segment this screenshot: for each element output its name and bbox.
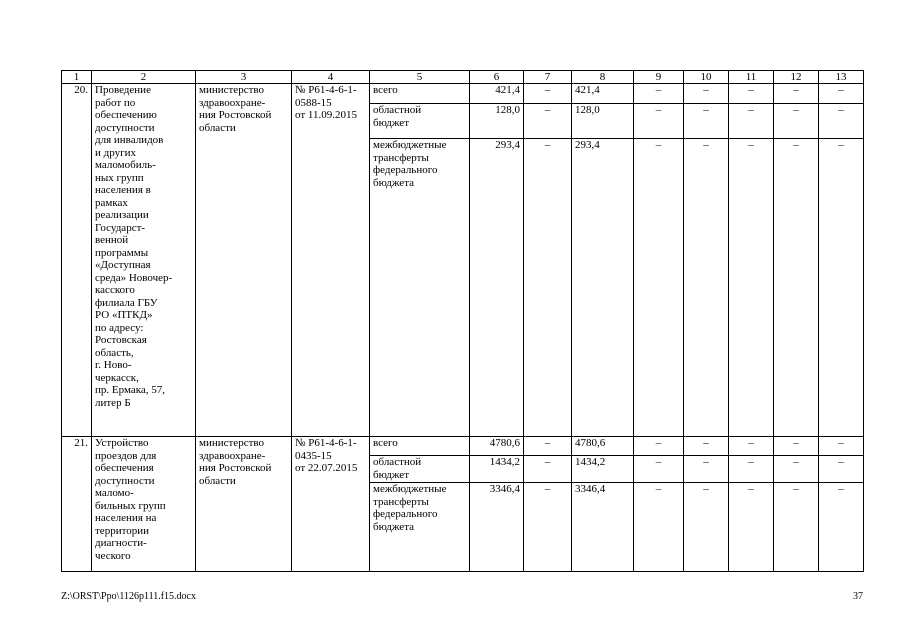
value-cell: – [819, 456, 864, 483]
value-cell: – [774, 139, 819, 437]
funding-source: межбюджетные трансферты федерального бюджета [370, 483, 470, 572]
value-cell: 421,4 [470, 84, 524, 104]
value-cell: – [819, 84, 864, 104]
row-number: 21. [62, 437, 92, 572]
value-cell: 3346,4 [470, 483, 524, 572]
value-cell: 128,0 [572, 104, 634, 139]
value-cell: – [774, 104, 819, 139]
value-cell: – [819, 104, 864, 139]
table-row [62, 437, 864, 456]
value-cell: – [684, 437, 729, 456]
value-cell: – [819, 139, 864, 437]
value-cell: – [774, 483, 819, 572]
header-row [62, 71, 864, 84]
value-cell: – [729, 139, 774, 437]
value-cell: – [684, 104, 729, 139]
file-path-footer: Z:\ORST\Ppo\1126p111.f15.docx [61, 591, 196, 602]
funding-source: областной бюджет [370, 456, 470, 483]
value-cell: – [774, 456, 819, 483]
value-cell: – [524, 139, 572, 437]
value-cell: – [729, 104, 774, 139]
value-cell: – [819, 437, 864, 456]
header-cell: 11 [729, 71, 774, 84]
header-cell: 8 [572, 71, 634, 84]
value-cell: – [729, 456, 774, 483]
value-cell: 1434,2 [470, 456, 524, 483]
value-cell: – [684, 139, 729, 437]
header-cell: 4 [292, 71, 370, 84]
header-cell: 6 [470, 71, 524, 84]
value-cell: 293,4 [572, 139, 634, 437]
value-cell: – [684, 483, 729, 572]
funding-source: областной бюджет [370, 104, 470, 139]
header-cell: 12 [774, 71, 819, 84]
value-cell: – [524, 456, 572, 483]
work-name: Проведение работ по обеспечению доступности для инвалидов и других маломобиль- ных групп населения в рамках реализации Государст- венной программы «Доступная среда» Новочер- касского филиала ГБУ РО «ПТКД» по адресу: Ростовская область, г. Ново- черкасск, пр. Ермака, 57, литер Б [92, 84, 196, 437]
value-cell: 1434,2 [572, 456, 634, 483]
value-cell: – [729, 437, 774, 456]
value-cell: – [634, 483, 684, 572]
header-cell: 9 [634, 71, 684, 84]
value-cell: – [774, 437, 819, 456]
header-cell: 7 [524, 71, 572, 84]
budget-table [61, 70, 864, 572]
funding-source: всего [370, 84, 470, 104]
ministry: министерство здравоохране- ния Ростовской области [196, 84, 292, 437]
value-cell: – [729, 483, 774, 572]
value-cell: – [524, 437, 572, 456]
row-number: 20. [62, 84, 92, 437]
header-cell: 13 [819, 71, 864, 84]
document-ref: № Р61-4-6-1- 0588-15 от 11.09.2015 [292, 84, 370, 437]
header-cell: 10 [684, 71, 729, 84]
value-cell: – [634, 104, 684, 139]
value-cell: 128,0 [470, 104, 524, 139]
value-cell: – [634, 456, 684, 483]
page-number: 37 [853, 591, 863, 602]
header-cell: 3 [196, 71, 292, 84]
value-cell: – [524, 483, 572, 572]
value-cell: 4780,6 [470, 437, 524, 456]
value-cell: – [634, 437, 684, 456]
value-cell: 293,4 [470, 139, 524, 437]
value-cell: 3346,4 [572, 483, 634, 572]
value-cell: – [634, 84, 684, 104]
value-cell: – [819, 483, 864, 572]
funding-source: всего [370, 437, 470, 456]
value-cell: – [684, 456, 729, 483]
value-cell: – [774, 84, 819, 104]
value-cell: – [524, 84, 572, 104]
work-name: Устройство проездов для обеспечения доступности маломо- бильных групп населения на территории диагности- ческого [92, 437, 196, 572]
value-cell: – [729, 84, 774, 104]
funding-source: межбюджетные трансферты федерального бюджета [370, 139, 470, 437]
table-row [62, 84, 864, 104]
header-cell: 5 [370, 71, 470, 84]
value-cell: – [684, 84, 729, 104]
value-cell: 421,4 [572, 84, 634, 104]
value-cell: – [634, 139, 684, 437]
ministry: министерство здравоохране- ния Ростовской области [196, 437, 292, 572]
header-cell: 1 [62, 71, 92, 84]
value-cell: – [524, 104, 572, 139]
value-cell: 4780,6 [572, 437, 634, 456]
document-ref: № Р61-4-6-1- 0435-15 от 22.07.2015 [292, 437, 370, 572]
header-cell: 2 [92, 71, 196, 84]
